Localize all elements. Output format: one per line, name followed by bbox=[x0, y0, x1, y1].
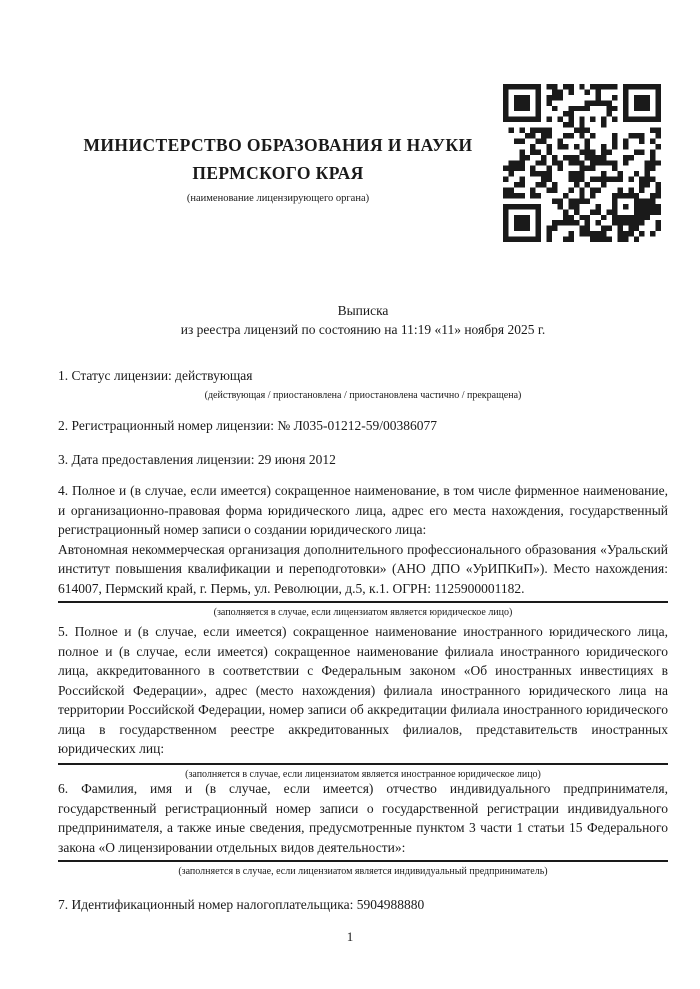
licensing-authority-name bbox=[58, 131, 498, 187]
registration-number-text: 2. Регистрационный номер лицензии: № Л035-01212-59/00386077 bbox=[58, 418, 438, 433]
field-license-status bbox=[58, 366, 668, 402]
field-grant-date bbox=[58, 450, 668, 470]
document-title-line1: Выписка bbox=[337, 303, 389, 318]
qr-code-icon bbox=[503, 84, 661, 242]
field-taxpayer-number bbox=[58, 895, 668, 915]
licensing-authority-caption: (наименование лицензирующего органа) bbox=[186, 193, 370, 204]
license-status-note: (действующая / приостановлена / приостановлена частично / прекращена) bbox=[204, 389, 522, 401]
field-registration-number bbox=[58, 416, 668, 436]
document-title-line2: из реестра лицензий по состоянию на 11:19 «11» ноября 2025 г. bbox=[180, 322, 546, 337]
foreign-entity-label: 5. Полное и (в случае, если имеется) сокращенное наименование иностранного юридического лица, полное и (в случае, если имеется) сокращенное наименование филиала иностранного юридического лица, аккредитованного в соответствии с Федеральным законом «Об иностранных инвестициях в Российской Федерации», адрес (место нахождения) филиала иностранного юридического лица на территории Российской Федерации, номер записи об аккредитации филиала иностранного юридического лица в государственном реестре аккредитованных филиалов, представительств иностранных юридических лиц: bbox=[58, 624, 668, 756]
foreign-entity-value bbox=[58, 759, 668, 765]
license-status-text: 1. Статус лицензии: действующая bbox=[58, 368, 253, 383]
foreign-entity-note: (заполняется в случае, если лицензиатом является иностранное юридическое лицо) bbox=[185, 768, 541, 780]
legal-entity-value: Автономная некоммерческая организация дополнительного профессионального образования «Уральский институт повышения квалификации и переподготовки» (АНО ДПО «УрИПКиП»). Место нахождения: 614007, Пермский край, г. Пермь, ул. Революции, д.5, к.1. ОГРН: 1125900001182. bbox=[58, 540, 668, 604]
legal-entity-label: 4. Полное и (в случае, если имеется) сокращенное наименование, в том числе фирменное наименование, и организационно-правовая форма юридического лица, адрес его места нахождения, государственный регистрационный номер записи о создании юридического лица: bbox=[58, 483, 668, 537]
field-foreign-entity bbox=[58, 622, 668, 781]
ministry-title-line1: МИНИСТЕРСТВО ОБРАЗОВАНИЯ И НАУКИ bbox=[83, 135, 473, 155]
field-individual-entrepreneur bbox=[58, 779, 668, 878]
legal-entity-note: (заполняется в случае, если лицензиатом является юридическое лицо) bbox=[213, 607, 513, 618]
individual-entrepreneur-note: (заполняется в случае, если лицензиатом является индивидуальный предприниматель) bbox=[178, 866, 548, 877]
ministry-title-line2: ПЕРМСКОГО КРАЯ bbox=[192, 163, 364, 183]
page-number: 1 bbox=[346, 929, 354, 944]
field-legal-entity bbox=[58, 481, 668, 619]
grant-date-text: 3. Дата предоставления лицензии: 29 июня 2012 bbox=[58, 452, 336, 467]
taxpayer-number-text: 7. Идентификационный номер налогоплательщика: 5904988880 bbox=[58, 897, 425, 912]
individual-entrepreneur-label: 6. Фамилия, имя и (в случае, если имеется) отчество индивидуального предпринимателя, государственный регистрационный номер записи о государственной регистрации индивидуального предпринимателя, а также иные сведения, предусмотренные пунктом 3 части 1 статьи 15 Федерального закона «О лицензировании отдельных видов деятельности»: bbox=[58, 781, 668, 855]
document-header bbox=[58, 131, 498, 205]
individual-entrepreneur-value bbox=[58, 857, 668, 862]
document-title bbox=[58, 301, 668, 339]
